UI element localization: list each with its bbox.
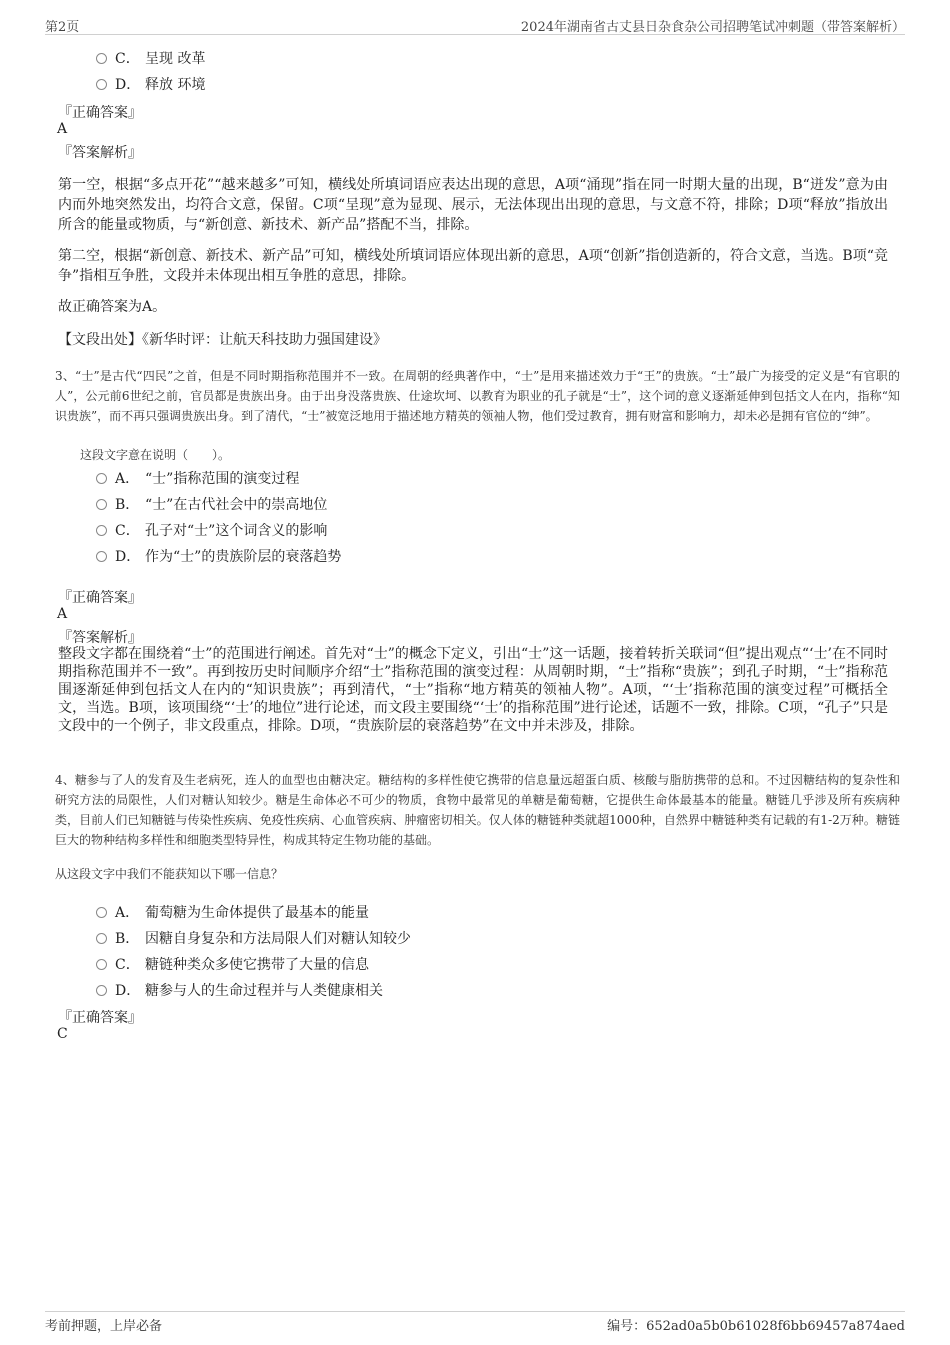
q2-analysis-paragraph-2: 第二空，根据“新创意、新技术、新产品”可知，横线处所填词语应体现出新的意思，A项“创新”指创造新的，符合文意，当选。B项“竞争”指相互争胜，文段并未体现出相互争胜的意思，排除。: [58, 248, 888, 284]
footer-code-value: 652ad0a5b0b61028f6bb69457a874aed: [646, 1319, 905, 1334]
q4-answer: C: [57, 1026, 68, 1042]
option-letter: D．: [115, 549, 141, 565]
page-footer: [45, 1311, 905, 1336]
radio-icon[interactable]: [96, 985, 107, 996]
q3-answer-label: 『正确答案』: [58, 590, 142, 606]
q2-source: 【文段出处】《新华时评：让航天科技助力强国建设》: [58, 332, 387, 348]
option-letter: B．: [115, 931, 140, 947]
option-letter: C．: [115, 523, 140, 539]
radio-icon[interactable]: [96, 907, 107, 918]
option-text: “士”在古代社会中的崇高地位: [145, 497, 328, 513]
footer-code: [607, 1315, 905, 1334]
q3-option-b[interactable]: [96, 494, 327, 514]
option-letter: C．: [115, 51, 140, 67]
q3-analysis: 整段文字都在围绕着“士”的范围进行阐述。首先对“士”的概念下定义，引出“士”这一话题，接着转折关联词“但”提出观点“‘士’在不同时期指称范围并不一致”。再到按历史时间顺序介绍“士”指称范围的演变过程：从周朝时期，“士”指称“贵族”；到孔子时期，“士”指称范围逐渐延伸到包括文人在内的“知识贵族”；再到清代，“士”指称“地方精英的领袖人物”。A项，“‘士’指称范围的演变过程”可概括全文，当选。B项，该项围绕“‘士’的地位”进行论述，而文段主要围绕“‘士’的指称范围”进行论述，话题不一致，排除。C项，“孔子”只是文段中的一个例子，非文段重点，排除。D项，“贵族阶层的衰落趋势”在文中并未涉及，排除。: [58, 646, 888, 734]
q4-option-c[interactable]: [96, 954, 369, 974]
option-text: 因糖自身复杂和方法局限人们对糖认知较少: [145, 931, 411, 947]
q2-option-d[interactable]: [96, 74, 205, 94]
q3-analysis-label: 『答案解析』: [58, 630, 142, 646]
q4-answer-label: 『正确答案』: [58, 1010, 142, 1026]
q2-answer-label: 『正确答案』: [58, 105, 142, 121]
option-letter: A．: [115, 471, 140, 487]
q3-option-a[interactable]: [96, 468, 299, 488]
option-letter: C．: [115, 957, 140, 973]
option-letter: A．: [115, 905, 140, 921]
radio-icon[interactable]: [96, 933, 107, 944]
option-text: 释放 环境: [145, 77, 206, 93]
q4-question: 从这段文字中我们不能获知以下哪一信息？: [55, 867, 284, 881]
q3-answer: A: [57, 606, 68, 622]
q2-analysis-paragraph-1: 第一空，根据“多点开花”“越来越多”可知，横线处所填词语应表达出现的意思，A项“涌现”指在同一时期大量的出现，B“迸发”意为由内而外地突然发出，均符合文意，保留。C项“呈现”意为显现、展示，无法体现出出现的意思，与文意不符，排除；D项“释放”指放出所含的能量或物质，与“新创意、新技术、新产品”搭配不当，排除。: [58, 177, 888, 233]
radio-icon[interactable]: [96, 525, 107, 536]
q4-option-d[interactable]: [96, 980, 383, 1000]
radio-icon[interactable]: [96, 499, 107, 510]
option-text: 作为“士”的贵族阶层的衰落趋势: [145, 549, 342, 565]
option-letter: D．: [115, 983, 141, 999]
footer-slogan: 考前押题，上岸必备: [45, 1319, 163, 1334]
document-title: 2024年湖南省古丈县日杂食杂公司招聘笔试冲刺题（带答案解析）: [520, 20, 905, 35]
option-letter: D．: [115, 77, 141, 93]
page-header: [45, 14, 905, 35]
q3-stem: 3、“士”是古代“四民”之首，但是不同时期指称范围并不一致。在周朝的经典著作中，“士”是用来描述效力于“王”的贵族。“士”最广为接受的定义是“有官职的人”，公元前6世纪之前，官员都是贵族出身。由于出身没落贵族、仕途坎坷、以教育为职业的孔子就是“士”，这个词的意义逐渐延伸到包括文人在内，指称“知识贵族”，而不再只强调贵族出身。到了清代，“士”被宽泛地用于描述地方精英的领袖人物，他们受过教育，拥有财富和影响力，却未必是拥有官位的“绅”。: [55, 369, 900, 423]
option-text: “士”指称范围的演变过程: [145, 471, 300, 487]
option-letter: B．: [115, 497, 140, 513]
option-text: 糖参与人的生命过程并与人类健康相关: [145, 983, 383, 999]
footer-code-label: 编号：: [607, 1319, 647, 1334]
radio-icon[interactable]: [96, 473, 107, 484]
q4-stem: 4、糖参与了人的发育及生老病死，连人的血型也由糖决定。糖结构的多样性使它携带的信息量远超蛋白质、核酸与脂肪携带的总和。不过因糖结构的复杂性和研究方法的局限性，人们对糖认知较少。糖是生命体必不可少的物质，食物中最常见的单糖是葡萄糖，它提供生命体最基本的能量。糖链几乎涉及所有疾病种类，目前人们已知糖链与传染性疾病、免疫性疾病、心血管疾病、肿瘤密切相关。仅人体的糖链种类就超1000种，自然界中糖链种类有记载的有1-2万种。糖链巨大的物种结构多样性和细胞类型特异性，构成其特定生物功能的基础。: [55, 773, 900, 847]
q3-question: 这段文字意在说明（ ）。: [80, 448, 231, 462]
radio-icon[interactable]: [96, 551, 107, 562]
option-text: 孔子对“士”这个词含义的影响: [145, 523, 328, 539]
radio-icon[interactable]: [96, 959, 107, 970]
option-text: 呈现 改革: [145, 51, 206, 67]
radio-icon[interactable]: [96, 53, 107, 64]
q2-analysis-label: 『答案解析』: [58, 145, 142, 161]
q4-option-b[interactable]: [96, 928, 411, 948]
page-number: 第2页: [45, 20, 80, 35]
option-text: 糖链种类众多使它携带了大量的信息: [145, 957, 369, 973]
option-text: 葡萄糖为生命体提供了最基本的能量: [145, 905, 369, 921]
radio-icon[interactable]: [96, 79, 107, 90]
q3-option-c[interactable]: [96, 520, 327, 540]
q4-option-a[interactable]: [96, 902, 369, 922]
q2-answer: A: [57, 121, 68, 137]
q2-option-c[interactable]: [96, 48, 205, 68]
q3-option-d[interactable]: [96, 546, 341, 566]
q2-analysis-paragraph-3: 故正确答案为A。: [58, 299, 167, 315]
